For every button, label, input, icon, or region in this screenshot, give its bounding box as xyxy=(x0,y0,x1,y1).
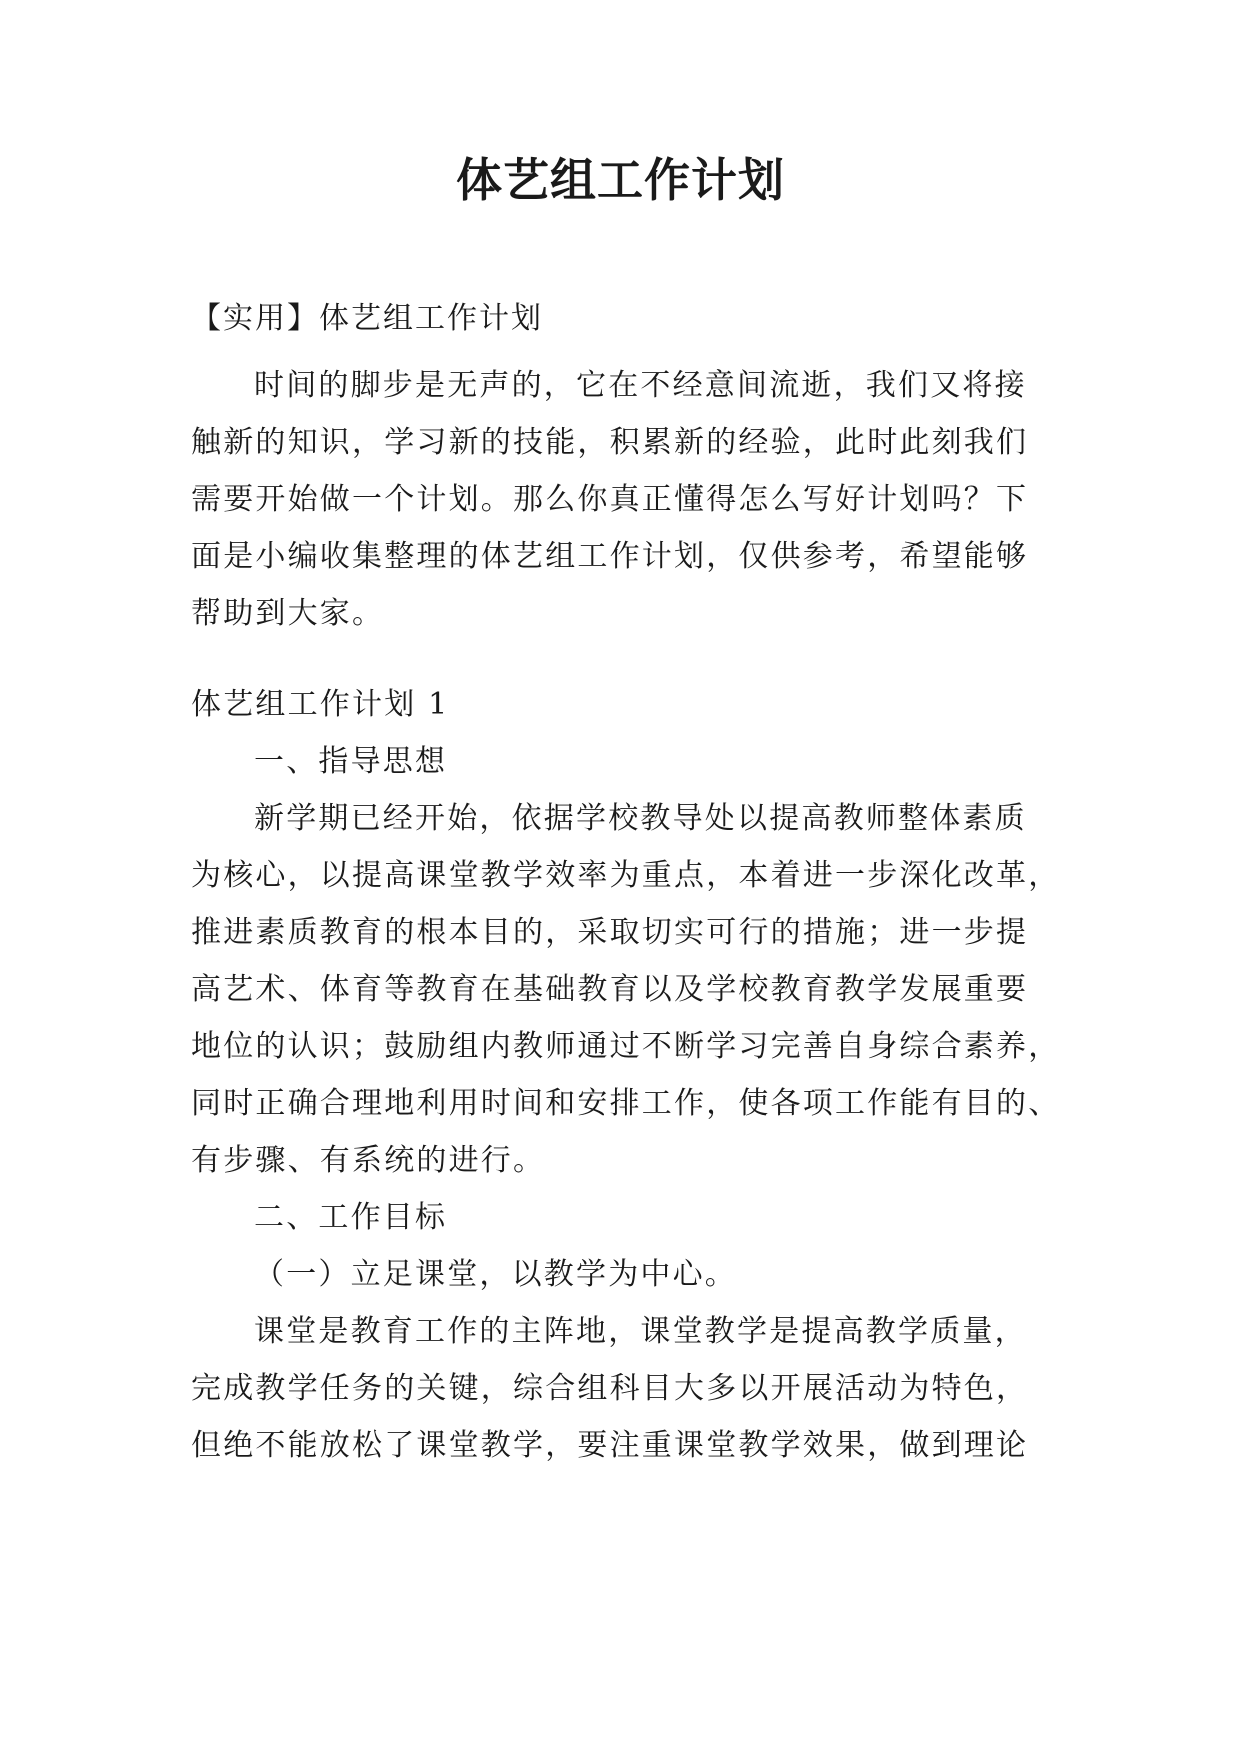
paragraph-line: 推进素质教育的根本目的，采取切实可行的措施；进一步提 xyxy=(191,915,1029,950)
part-heading: 一、指导思想 xyxy=(254,744,448,779)
paragraph-line: 为核心，以提高课堂教学效率为重点，本着进一步深化改革， xyxy=(191,858,1061,893)
paragraph-line: 课堂是教育工作的主阵地，课堂教学是提高教学质量， xyxy=(254,1314,1027,1349)
paragraph-line: 新学期已经开始，依据学校教导处以提高教师整体素质 xyxy=(254,801,1027,836)
part-heading: 二、工作目标 xyxy=(254,1200,448,1235)
intro-paragraph xyxy=(191,357,1058,642)
intro-line: 时间的脚步是无声的，它在不经意间流逝，我们又将接 xyxy=(254,368,1027,403)
section-1 xyxy=(191,676,1061,1474)
intro-line: 面是小编收集整理的体艺组工作计划，仅供参考，希望能够 xyxy=(191,539,1029,574)
intro-line: 需要开始做一个计划。那么你真正懂得怎么写好计划吗？下 xyxy=(191,482,1029,517)
paragraph-line: 有步骤、有系统的进行。 xyxy=(191,1143,546,1178)
paragraph-line: 但绝不能放松了课堂教学，要注重课堂教学效果，做到理论 xyxy=(191,1428,1029,1463)
paragraph-line: 地位的认识；鼓励组内教师通过不断学习完善自身综合素养， xyxy=(191,1029,1061,1064)
intro-line: 触新的知识，学习新的技能，积累新的经验，此时此刻我们 xyxy=(191,425,1029,460)
intro-line: 帮助到大家。 xyxy=(191,596,385,631)
section-heading: 体艺组工作计划 1 xyxy=(191,687,450,722)
document-subtitle: 【实用】体艺组工作计划 xyxy=(191,301,543,336)
sub-heading: （一）立足课堂，以教学为中心。 xyxy=(254,1257,737,1292)
paragraph-line: 完成教学任务的关键，综合组科目大多以开展活动为特色， xyxy=(191,1371,1029,1406)
paragraph-line: 同时正确合理地利用时间和安排工作，使各项工作能有目的、 xyxy=(191,1086,1061,1121)
document-title: 体艺组工作计划 xyxy=(456,153,785,207)
paragraph-line: 高艺术、体育等教育在基础教育以及学校教育教学发展重要 xyxy=(191,972,1029,1007)
